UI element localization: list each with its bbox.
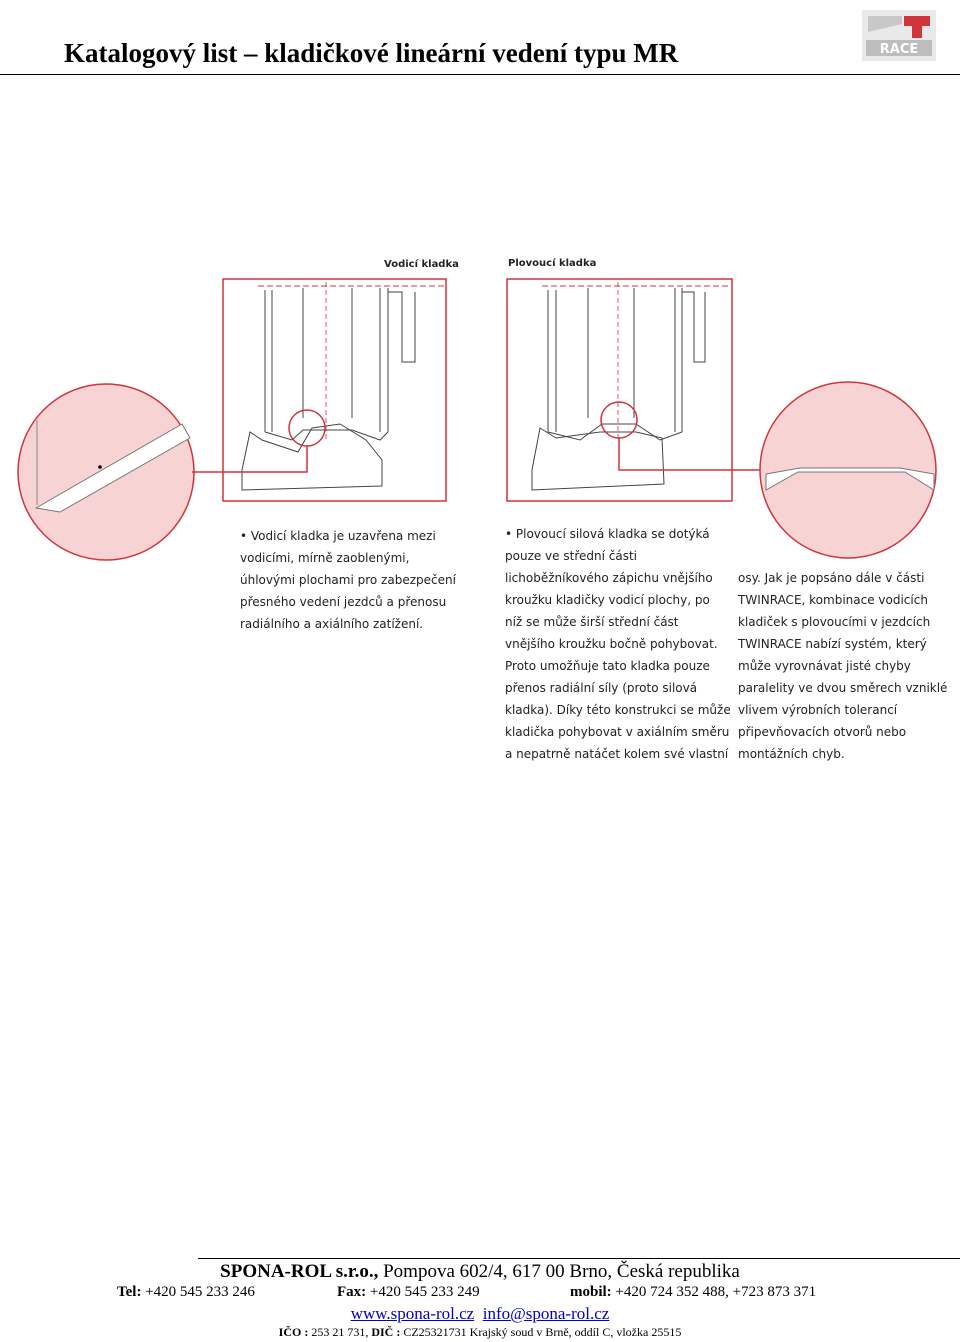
race-logo (862, 10, 936, 61)
email-link[interactable]: info@spona-rol.cz (482, 1304, 610, 1323)
header-divider (0, 74, 960, 75)
footer-divider (198, 1258, 960, 1259)
company-name: SPONA-ROL s.r.o., (220, 1261, 379, 1282)
logo-text: RACE (879, 42, 919, 57)
page-title: Katalogový list – kladičkové lineární vedení typu MR (64, 38, 679, 68)
floating-roller-description: • Plovoucí silová kladka se dotýká pouze ve střední části lichoběžníkového zápichu vnějšího kroužku kladičky vodicí plochy, po níž se může širší střední část vnějšího kroužku bočně pohybovat. Proto umožňuje tato kladka pouze přenos radiální síly (proto silová kladka). Díky této konstrukci se může kladička pohybovat v axiálním směru a nepatrně natáčet kolem své vlastní (505, 527, 731, 761)
fax: Fax: +420 545 233 249 (337, 1284, 480, 1300)
label-floating-roller: Plovoucí kladka (508, 258, 597, 269)
footer-legal-line: IČO : 253 21 731, DIČ : CZ25321731 Krajský soud v Brně, oddíl C, vložka 25515 (278, 1325, 682, 1339)
floating-roller-description-cont: osy. Jak je popsáno dále v části TWINRACE, kombinace vodicích kladiček s plovoucími v jezdcích TWINRACE nabízí systém, který může vyrovnávat jisté chyby paralelity ve dvou směrech vzniklé vlivem výrobních tolerancí připevňovacích otvorů nebo montážních chyb. (738, 571, 948, 761)
mobile: mobil: +420 724 352 488, +723 873 371 (570, 1284, 817, 1300)
footer-web-line (0, 1304, 960, 1324)
footer-company-line (0, 1261, 960, 1283)
website-link[interactable]: www.spona-rol.cz (350, 1304, 475, 1323)
guide-roller-description: • Vodicí kladka je uzavřena mezi vodicími, mírně zaoblenými, úhlovými plochami pro zabezpečení přesného vedení jezdců a přenosu radiálního a axiálního zatížení. (240, 529, 456, 631)
ico-value: 253 21 731, (308, 1325, 372, 1339)
phone: Tel: +420 545 233 246 (117, 1284, 255, 1300)
label-guide-roller: Vodicí kladka (384, 259, 459, 270)
dic-value: CZ25321731 Krajský soud v Brně, oddíl C, vložka 25515 (400, 1325, 682, 1339)
company-address: Pompova 602/4, 617 00 Brno, Česká republika (378, 1261, 740, 1282)
roller-diagram (0, 250, 960, 780)
